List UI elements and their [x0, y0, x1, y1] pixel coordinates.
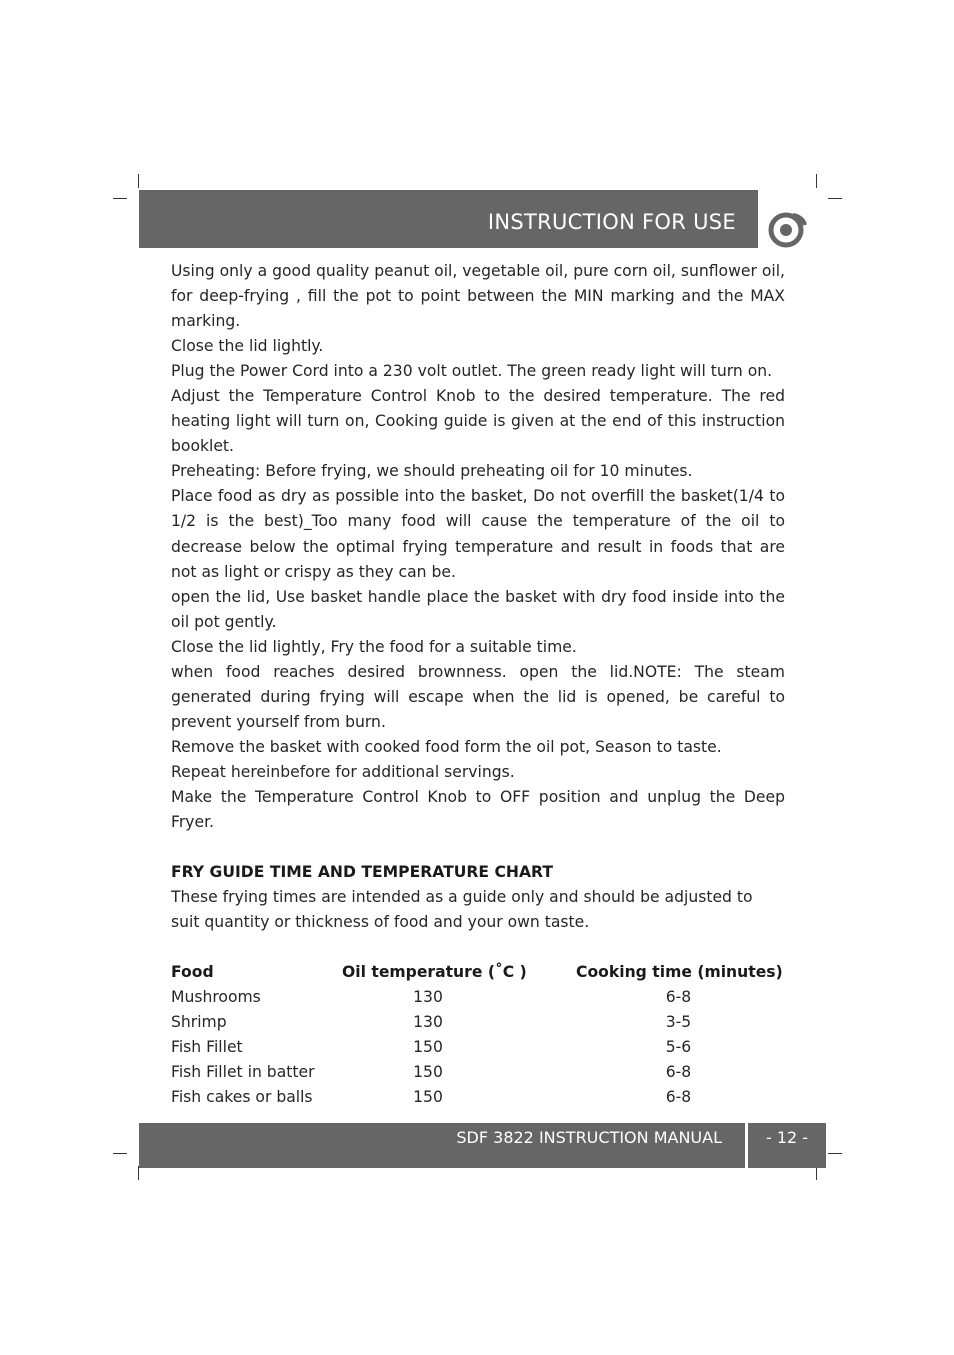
- temperature-cell: 130: [413, 988, 443, 1007]
- instruction-paragraph: when food reaches desired brownness. open the lid.NOTE: The steam generated during frying will escape when the lid is opened, be careful to prevent yourself from burn.: [171, 662, 785, 731]
- time-cell: 6-8: [665, 988, 692, 1007]
- instruction-paragraph: Place food as dry as possible into the basket, Do not overfill the basket(1/4 to 1/2 is the best)_Too many food will cause the temperature of the oil to decrease below the optimal frying temperature and result in foods that are not as light or crispy as they can be.: [171, 487, 785, 581]
- instruction-paragraph: Close the lid lightly.: [171, 337, 324, 356]
- temperature-cell: 130: [413, 1013, 443, 1032]
- instruction-paragraph: Close the lid lightly, Fry the food for a suitable time.: [171, 637, 577, 656]
- section-title: INSTRUCTION FOR USE: [487, 210, 736, 234]
- fry-guide-intro: [171, 885, 785, 935]
- instruction-paragraph: Remove the basket with cooked food form the oil pot, Season to taste.: [171, 737, 722, 756]
- table-row: [171, 1060, 785, 1085]
- instruction-paragraph: Preheating: Before frying, we should preheating oil for 10 minutes.: [171, 462, 693, 481]
- food-cell: Mushrooms: [171, 988, 261, 1007]
- table-row: [171, 1085, 785, 1110]
- instruction-paragraph: Using only a good quality peanut oil, vegetable oil, pure corn oil, sunflower oil, for deep-frying , fill the pot to point between the MIN marking and the MAX marking.: [171, 262, 785, 331]
- food-cell: Fish Fillet in batter: [171, 1063, 315, 1082]
- footer-bar: [139, 1123, 745, 1168]
- fry-guide-intro-text: These frying times are intended as a guide only and should be adjusted to suit quantity or thickness of food and your own taste.: [171, 888, 753, 932]
- time-cell: 3-5: [665, 1013, 692, 1032]
- page-number: - 12 -: [765, 1128, 809, 1147]
- temperature-cell: 150: [413, 1038, 443, 1057]
- section-header-bar: [139, 190, 758, 248]
- crop-mark: [138, 174, 139, 188]
- instruction-paragraph: Repeat hereinbefore for additional servings.: [171, 762, 515, 781]
- table-header-row: [171, 960, 785, 985]
- page-number-box: [748, 1123, 826, 1168]
- crop-mark: [113, 198, 127, 199]
- crop-mark: [828, 198, 842, 199]
- table-row: [171, 985, 785, 1010]
- food-cell: Fish cakes or balls: [171, 1088, 313, 1107]
- instruction-paragraph: Adjust the Temperature Control Knob to the desired temperature. The red heating light will turn on, Cooking guide is given at the end of this instruction booklet.: [171, 387, 785, 456]
- brand-logo-icon: [767, 209, 807, 249]
- instruction-paragraph: open the lid, Use basket handle place the basket with dry food inside into the oil pot gently.: [171, 587, 785, 631]
- time-cell: 5-6: [665, 1038, 692, 1057]
- food-cell: Fish Fillet: [171, 1038, 243, 1057]
- table-row: [171, 1035, 785, 1060]
- food-cell: Shrimp: [171, 1013, 227, 1032]
- crop-mark: [816, 174, 817, 188]
- column-header-oil-temperature: Oil temperature (˚C ): [342, 963, 527, 981]
- crop-mark: [816, 1166, 817, 1180]
- fry-guide-heading: FRY GUIDE TIME AND TEMPERATURE CHART: [171, 863, 553, 881]
- crop-mark: [828, 1153, 842, 1154]
- crop-mark: [113, 1153, 127, 1154]
- crop-mark: [138, 1166, 139, 1180]
- instructions-block: [171, 259, 785, 835]
- time-cell: 6-8: [665, 1063, 692, 1082]
- table-row: [171, 1010, 785, 1035]
- manual-title: SDF 3822 INSTRUCTION MANUAL: [456, 1128, 722, 1147]
- fry-guide-table: [171, 960, 785, 1111]
- temperature-cell: 150: [413, 1063, 443, 1082]
- column-header-food: Food: [171, 963, 214, 981]
- instruction-paragraph: Make the Temperature Control Knob to OFF position and unplug the Deep Fryer.: [171, 787, 785, 832]
- column-header-cooking-time: Cooking time (minutes): [576, 963, 783, 981]
- temperature-cell: 150: [413, 1088, 443, 1107]
- instruction-paragraph: Plug the Power Cord into a 230 volt outlet. The green ready light will turn on.: [171, 362, 773, 381]
- time-cell: 6-8: [665, 1088, 692, 1107]
